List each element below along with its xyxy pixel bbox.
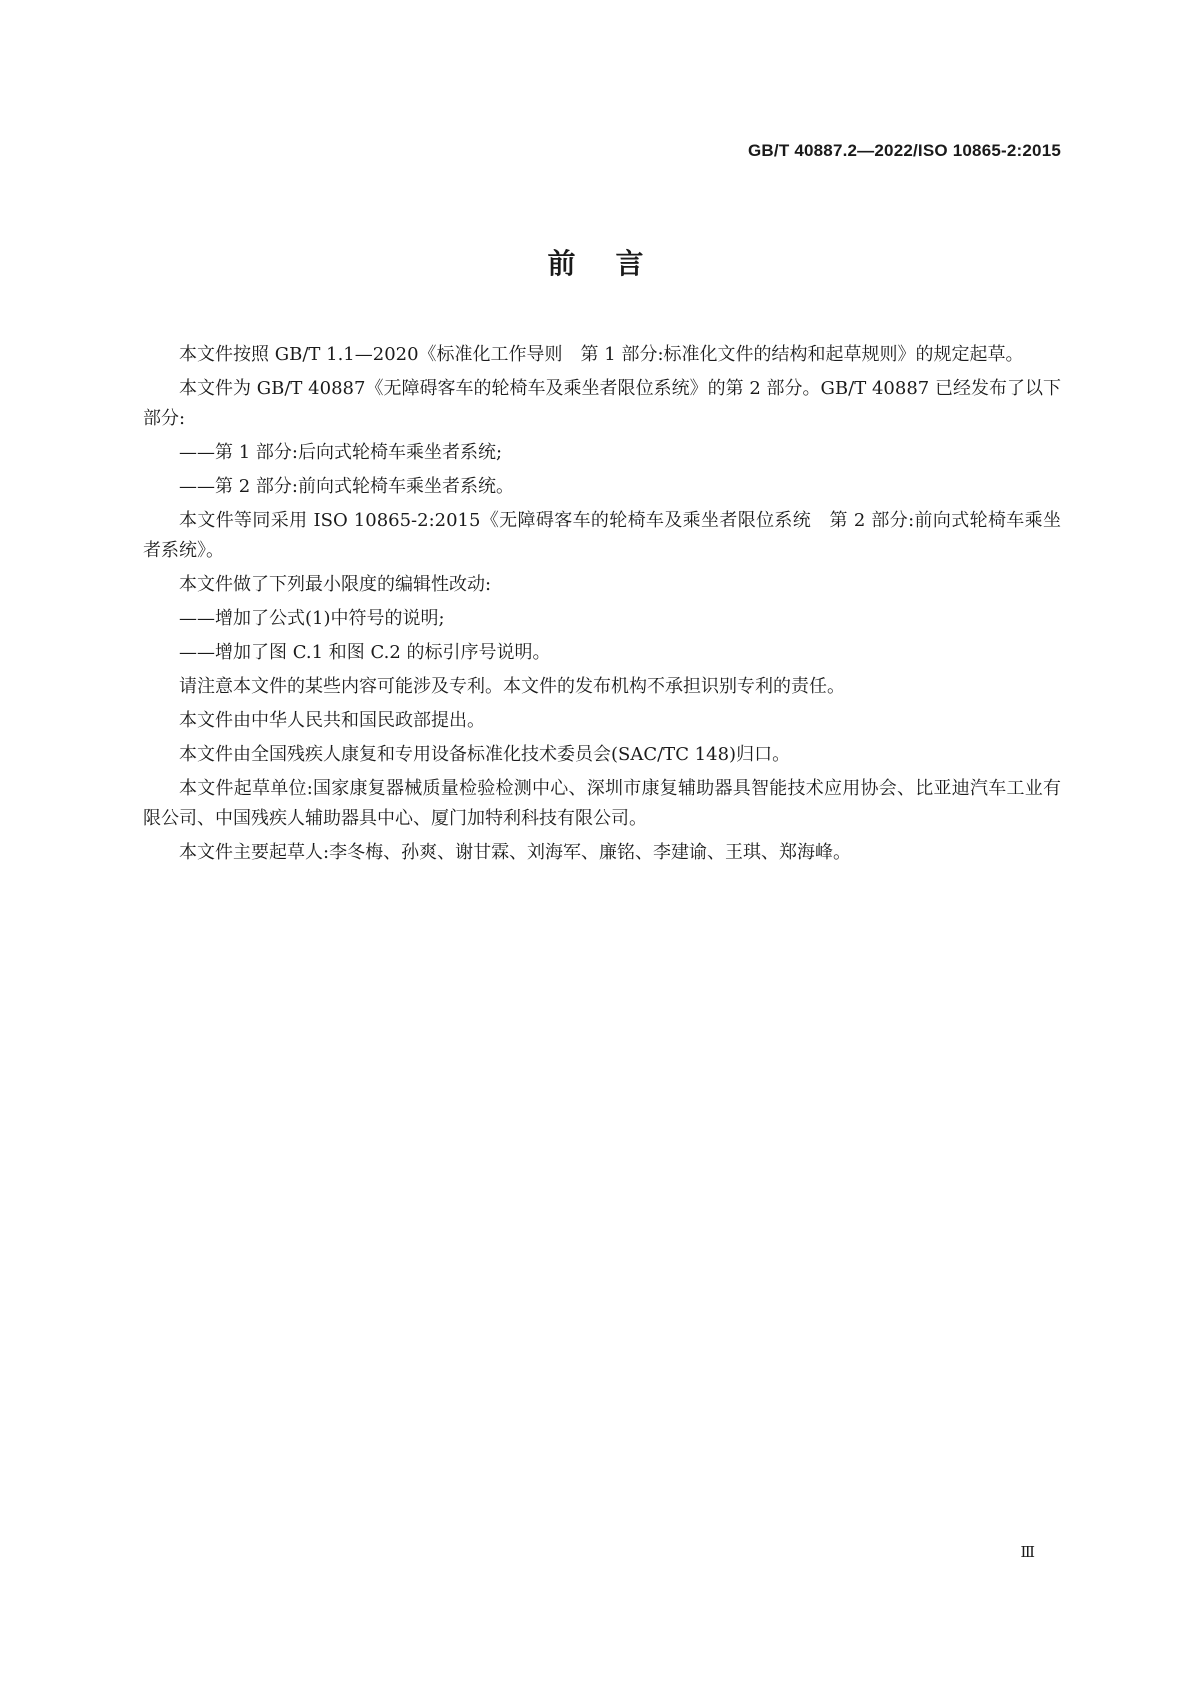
paragraph: 请注意本文件的某些内容可能涉及专利。本文件的发布机构不承担识别专利的责任。	[179, 676, 845, 697]
standard-code: GB/T 40887.2—2022/ISO 10865-2:2015	[748, 141, 1061, 160]
paragraph: 本文件等同采用 ISO 10865-2:2015《无障碍客车的轮椅车及乘坐者限位系统 第 2 部分:前向式轮椅车乘坐者系统》。	[143, 510, 1061, 561]
list-item: ——增加了图 C.1 和图 C.2 的标引序号说明。	[179, 642, 551, 663]
paragraph: 本文件由中华人民共和国民政部提出。	[179, 710, 485, 731]
list-item: ——增加了公式(1)中符号的说明;	[179, 608, 445, 629]
foreword-body	[143, 340, 1061, 872]
paragraph: 本文件为 GB/T 40887《无障碍客车的轮椅车及乘坐者限位系统》的第 2 部分。GB/T 40887 已经发布了以下部分:	[143, 378, 1061, 429]
paragraph: 本文件做了下列最小限度的编辑性改动:	[179, 574, 492, 595]
page-number: Ⅲ	[1020, 1543, 1035, 1561]
paragraph: 本文件主要起草人:李冬梅、孙爽、谢甘霖、刘海军、廉铭、李建谕、王琪、郑海峰。	[179, 842, 852, 863]
page-title: 前言	[547, 247, 684, 280]
list-item: ——第 2 部分:前向式轮椅车乘坐者系统。	[179, 476, 514, 497]
paragraph: 本文件由全国残疾人康复和专用设备标准化技术委员会(SAC/TC 148)归口。	[179, 744, 791, 765]
paragraph: 本文件起草单位:国家康复器械质量检验检测中心、深圳市康复辅助器具智能技术应用协会、比亚迪汽车工业有限公司、中国残疾人辅助器具中心、厦门加特利科技有限公司。	[143, 778, 1061, 829]
paragraph: 本文件按照 GB/T 1.1—2020《标准化工作导则 第 1 部分:标准化文件的结构和起草规则》的规定起草。	[179, 344, 1024, 365]
list-item: ——第 1 部分:后向式轮椅车乘坐者系统;	[179, 442, 503, 463]
